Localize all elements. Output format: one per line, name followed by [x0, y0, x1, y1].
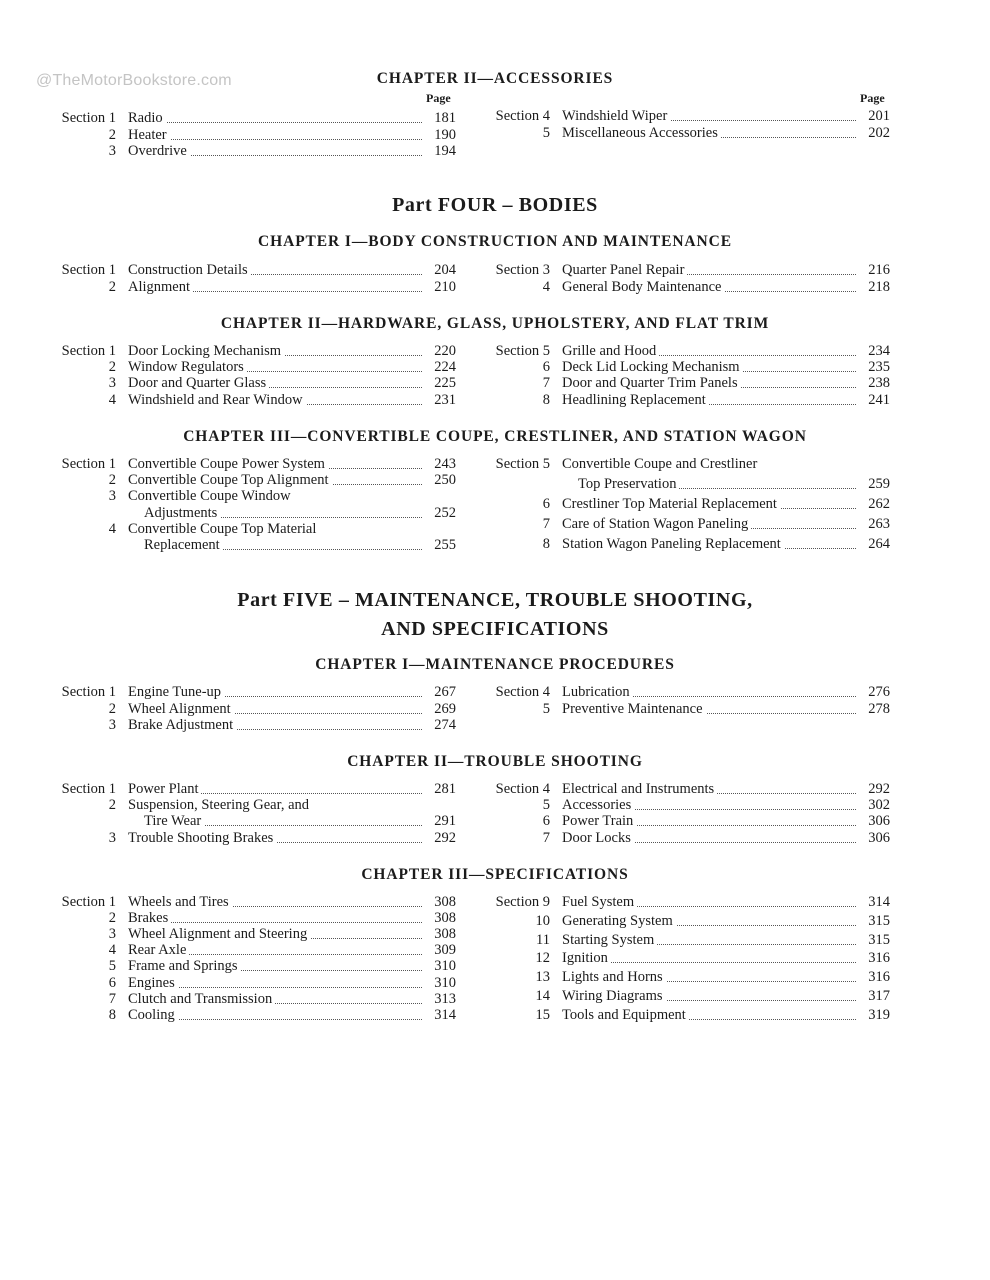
entry-title-text: Station Wagon Paneling Replacement: [562, 536, 784, 552]
entry-title: [562, 894, 637, 910]
page-number: 315: [868, 931, 890, 948]
entry-title-text: Door Locking Mechanism: [128, 343, 284, 359]
toc-entry[interactable]: [482, 701, 890, 717]
section-number: 4: [108, 520, 116, 537]
section-number: 13: [535, 969, 550, 986]
entry-title-text: Headlining Replacement: [562, 392, 709, 408]
page-number: 306: [868, 829, 890, 846]
section-number: Section 3: [495, 262, 550, 278]
part-five-title-line2: AND SPECIFICATIONS: [381, 618, 609, 640]
entry-title-text: Adjustments: [144, 505, 220, 521]
section-number: Section 5: [495, 343, 550, 359]
toc-entry[interactable]: [48, 991, 456, 1007]
section-number: Section 1: [61, 684, 116, 700]
section-number: 7: [108, 990, 116, 1007]
chapter-heading-hardware: CHAPTER II—HARDWARE, GLASS, UPHOLSTERY, AND FLAT TRIM: [220, 315, 770, 332]
page-number: 314: [868, 894, 890, 910]
section-number: 3: [108, 926, 116, 943]
entry-title: [128, 262, 251, 278]
toc-entry[interactable]: [482, 813, 890, 829]
page-number: 204: [434, 262, 456, 278]
toc-entry[interactable]: [482, 894, 890, 910]
section-number: 2: [108, 472, 116, 489]
entry-title: [128, 926, 310, 942]
section-number: Section 1: [61, 894, 116, 910]
toc-entry[interactable]: [482, 913, 890, 929]
toc-entry[interactable]: [482, 797, 890, 813]
entry-title-text: Lubrication: [562, 684, 633, 700]
entry-title: [128, 684, 224, 700]
entry-title: [562, 913, 676, 929]
entry-title-text: Wiring Diagrams: [562, 988, 666, 1004]
section-number: 12: [535, 950, 550, 967]
entry-title: [128, 456, 328, 472]
section-number: Section 4: [495, 781, 550, 797]
toc-entry[interactable]: [48, 684, 456, 700]
page-number: 235: [868, 359, 890, 376]
section-number: 8: [542, 391, 550, 408]
entry-title-text: Rear Axle: [128, 942, 189, 958]
toc-entry[interactable]: [482, 830, 890, 846]
section-number: 15: [535, 1006, 550, 1023]
toc-entry[interactable]: [48, 781, 456, 797]
entry-title: [562, 932, 657, 948]
entry-title: [562, 950, 611, 966]
section-number: 2: [108, 126, 116, 143]
entry-title: [144, 505, 220, 521]
entry-title-text: Accessories: [562, 797, 634, 813]
entry-title: [562, 536, 784, 552]
toc-entry-continuation[interactable]: [48, 813, 456, 829]
section-number: Section 1: [61, 110, 116, 126]
toc-entry[interactable]: [48, 942, 456, 958]
toc-entry[interactable]: [482, 496, 890, 512]
entry-title-text: Fuel System: [562, 894, 637, 910]
entry-title: [562, 797, 634, 813]
page-number: 252: [434, 504, 456, 521]
entry-title: [128, 781, 201, 797]
dot-leader: [128, 922, 422, 923]
toc-entry[interactable]: [48, 521, 456, 537]
entry-title-text: Convertible Coupe Power System: [128, 456, 328, 472]
entry-title: [128, 991, 275, 1007]
entry-title-text: Preventive Maintenance: [562, 701, 706, 717]
entry-title-text: Wheel Alignment: [128, 701, 234, 717]
entry-title: [128, 375, 269, 391]
toc-entry[interactable]: [482, 262, 890, 278]
entry-title: [562, 108, 670, 124]
entry-title-text: Heater: [128, 127, 170, 143]
toc-entry[interactable]: [48, 975, 456, 991]
entry-title: [562, 496, 780, 512]
entry-title: [562, 516, 751, 532]
toc-entry[interactable]: [48, 830, 456, 846]
page-number: 316: [868, 950, 890, 967]
section-number: Section 4: [495, 108, 550, 124]
page-number: 310: [434, 958, 456, 975]
entry-title-text: Tire Wear: [144, 813, 204, 829]
toc-entry[interactable]: [482, 684, 890, 700]
page-number: 267: [434, 684, 456, 700]
chapter-heading-convertible: CHAPTER III—CONVERTIBLE COUPE, CRESTLINER, AND STATION WAGON: [183, 428, 807, 445]
page-number: 291: [434, 813, 456, 830]
page-number: 194: [434, 143, 456, 159]
toc-entry-continuation[interactable]: [48, 537, 456, 553]
page-number: 225: [434, 375, 456, 392]
toc-entry[interactable]: [48, 456, 456, 472]
entry-title: [128, 279, 193, 295]
entry-title: [128, 894, 232, 910]
page-number: 218: [868, 278, 890, 295]
toc-entry[interactable]: [48, 910, 456, 926]
section-number: 3: [108, 143, 116, 159]
toc-entry[interactable]: [482, 969, 890, 985]
chapter-heading-body-construction: CHAPTER I—BODY CONSTRUCTION AND MAINTENANCE: [258, 233, 732, 250]
entry-title: [128, 958, 241, 974]
entry-title-text: Clutch and Transmission: [128, 991, 275, 1007]
section-number: 2: [108, 700, 116, 717]
page-number: 201: [868, 108, 890, 124]
section-number: 3: [108, 717, 116, 733]
entry-title-text: Starting System: [562, 932, 657, 948]
entry-title: [562, 684, 633, 700]
toc-entry[interactable]: [482, 343, 890, 359]
page-number: 181: [434, 110, 456, 126]
entry-title: [562, 456, 760, 472]
toc-entry[interactable]: [482, 392, 890, 408]
page-number: 241: [868, 391, 890, 408]
chapter-heading-specifications: CHAPTER III—SPECIFICATIONS: [361, 866, 629, 883]
section-number: 11: [536, 931, 550, 948]
toc-entry[interactable]: [48, 472, 456, 488]
toc-entry[interactable]: [482, 1007, 890, 1023]
entry-title: [562, 359, 743, 375]
toc-entry[interactable]: [48, 359, 456, 375]
toc-entry[interactable]: [48, 262, 456, 278]
page-number: 263: [868, 516, 890, 532]
entry-title: [562, 969, 666, 985]
section-number: 3: [108, 829, 116, 846]
dot-leader: [128, 122, 422, 123]
entry-title-text: Brakes: [128, 910, 171, 926]
entry-title: [562, 279, 724, 295]
toc-entry[interactable]: [48, 127, 456, 143]
entry-title-text: Suspension, Steering Gear, and: [128, 797, 312, 813]
toc-entry[interactable]: [482, 108, 890, 124]
section-number: Section 9: [495, 894, 550, 910]
entry-title: [128, 975, 178, 991]
entry-title: [128, 488, 294, 504]
toc-entry[interactable]: [48, 701, 456, 717]
section-number: 6: [542, 359, 550, 376]
page-number: 315: [868, 912, 890, 929]
page-number: 308: [434, 926, 456, 943]
page-number: 281: [434, 781, 456, 797]
page-number: 306: [868, 813, 890, 830]
toc-entry[interactable]: [48, 958, 456, 974]
section-number: 2: [108, 359, 116, 376]
toc-entry[interactable]: [48, 375, 456, 391]
toc-entry[interactable]: [482, 516, 890, 532]
section-number: Section 4: [495, 684, 550, 700]
entry-title-text: Lights and Horns: [562, 969, 666, 985]
entry-title-text: Alignment: [128, 279, 193, 295]
page-number: 264: [868, 536, 890, 552]
entry-title: [144, 813, 204, 829]
page-number: 210: [434, 278, 456, 295]
page-number: 314: [434, 1006, 456, 1023]
entry-title-text: Generating System: [562, 913, 676, 929]
entry-title-text: Convertible Coupe and Crestliner: [562, 456, 760, 472]
toc-entry[interactable]: [48, 143, 456, 159]
section-number: 2: [108, 278, 116, 295]
chapter-heading-trouble: CHAPTER II—TROUBLE SHOOTING: [347, 753, 643, 770]
entry-title-text: Deck Lid Locking Mechanism: [562, 359, 743, 375]
page-number: 319: [868, 1006, 890, 1023]
section-number: 14: [535, 988, 550, 1004]
toc-entry[interactable]: [48, 797, 456, 813]
toc-entry[interactable]: [48, 488, 456, 504]
entry-title: [562, 813, 636, 829]
entry-title-text: Wheel Alignment and Steering: [128, 926, 310, 942]
section-number: Section 1: [61, 781, 116, 797]
toc-entry-continuation[interactable]: [48, 505, 456, 521]
toc-entry[interactable]: [48, 926, 456, 942]
entry-title: [128, 1007, 178, 1023]
entry-title-text: Windshield Wiper: [562, 108, 670, 124]
entry-title-text: Windshield and Rear Window: [128, 392, 306, 408]
page-number: 313: [434, 990, 456, 1007]
entry-title-text: Replacement: [144, 537, 223, 553]
section-number: 3: [108, 375, 116, 392]
page-number: 269: [434, 700, 456, 717]
page-number: 259: [868, 476, 890, 492]
entry-title-text: Door and Quarter Glass: [128, 375, 269, 391]
entry-title-text: General Body Maintenance: [562, 279, 724, 295]
page-number: 224: [434, 359, 456, 376]
entry-title: [128, 392, 306, 408]
section-number: Section 1: [61, 343, 116, 359]
entry-title-text: Quarter Panel Repair: [562, 262, 687, 278]
section-number: 5: [542, 700, 550, 717]
entry-title: [562, 781, 717, 797]
entry-title-text: Top Preservation: [578, 476, 679, 492]
toc-entry[interactable]: [482, 359, 890, 375]
entry-title: [562, 343, 659, 359]
entry-title-text: Grille and Hood: [562, 343, 659, 359]
page-number: 255: [434, 537, 456, 553]
entry-title-text: Door Locks: [562, 830, 634, 846]
page-number: 250: [434, 472, 456, 489]
part-four-title: Part FOUR – BODIES: [392, 194, 598, 216]
entry-title: [128, 701, 234, 717]
toc-entry[interactable]: [48, 279, 456, 295]
page-number: 309: [434, 942, 456, 959]
page-number: 308: [434, 910, 456, 927]
entry-title: [128, 521, 319, 537]
section-number: 6: [542, 496, 550, 512]
entry-title-text: Electrical and Instruments: [562, 781, 717, 797]
entry-title-text: Frame and Springs: [128, 958, 241, 974]
toc-entry[interactable]: [48, 717, 456, 733]
entry-title-text: Convertible Coupe Top Material: [128, 521, 319, 537]
page-number: 190: [434, 126, 456, 143]
entry-title-text: Convertible Coupe Window: [128, 488, 294, 504]
entry-title-text: Convertible Coupe Top Alignment: [128, 472, 332, 488]
page-number: 308: [434, 894, 456, 910]
chapter-heading-maintenance: CHAPTER I—MAINTENANCE PROCEDURES: [315, 656, 675, 673]
page-number: 238: [868, 375, 890, 392]
entry-title: [562, 392, 709, 408]
page-number: 317: [868, 988, 890, 1004]
toc-entry[interactable]: [482, 279, 890, 295]
page-number: 292: [434, 829, 456, 846]
page-column-header-right: Page: [860, 91, 885, 105]
entry-title-text: Trouble Shooting Brakes: [128, 830, 276, 846]
entry-title: [128, 127, 170, 143]
section-number: 8: [108, 1006, 116, 1023]
section-number: 8: [542, 536, 550, 552]
section-number: 5: [108, 958, 116, 975]
page-number: 231: [434, 391, 456, 408]
section-number: 4: [108, 391, 116, 408]
entry-title-text: Miscellaneous Accessories: [562, 125, 721, 141]
page-number: 262: [868, 496, 890, 512]
page-number: 278: [868, 700, 890, 717]
section-number: 7: [542, 829, 550, 846]
page-number: 310: [434, 974, 456, 991]
entry-title-text: Radio: [128, 110, 166, 126]
entry-title: [128, 717, 236, 733]
entry-title-text: Cooling: [128, 1007, 178, 1023]
section-number: Section 5: [495, 456, 550, 472]
page-number: 202: [868, 124, 890, 141]
entry-title: [562, 375, 741, 391]
entry-title-text: Window Regulators: [128, 359, 247, 375]
section-number: 4: [542, 278, 550, 295]
page-number: 316: [868, 969, 890, 986]
page-number: 292: [868, 781, 890, 797]
toc-entry[interactable]: [48, 894, 456, 910]
entry-title: [128, 797, 312, 813]
entry-title-text: Door and Quarter Trim Panels: [562, 375, 741, 391]
toc-entry[interactable]: [48, 343, 456, 359]
entry-title-text: Construction Details: [128, 262, 251, 278]
entry-title: [128, 143, 190, 159]
section-number: 5: [542, 797, 550, 814]
entry-title-text: Brake Adjustment: [128, 717, 236, 733]
toc-entry[interactable]: [48, 110, 456, 126]
toc-entry[interactable]: [482, 375, 890, 391]
page-number: 302: [868, 797, 890, 814]
entry-title: [128, 359, 247, 375]
section-number: 5: [542, 124, 550, 141]
entry-title: [562, 988, 666, 1004]
toc-entry[interactable]: [482, 456, 890, 472]
section-number: 7: [542, 375, 550, 392]
entry-title: [128, 910, 171, 926]
entry-title-text: Tools and Equipment: [562, 1007, 689, 1023]
entry-title: [144, 537, 223, 553]
dot-leader: [128, 139, 422, 140]
section-number: 6: [108, 974, 116, 991]
entry-title-text: Power Train: [562, 813, 636, 829]
toc-entry[interactable]: [48, 392, 456, 408]
toc-entry[interactable]: [482, 781, 890, 797]
toc-entry[interactable]: [482, 932, 890, 948]
page-number: 276: [868, 684, 890, 700]
entry-title: [128, 110, 166, 126]
entry-title-text: Care of Station Wagon Paneling: [562, 516, 751, 532]
section-number: 6: [542, 813, 550, 830]
entry-title: [578, 476, 679, 492]
entry-title-text: Crestliner Top Material Replacement: [562, 496, 780, 512]
entry-title: [562, 830, 634, 846]
section-number: 2: [108, 910, 116, 927]
section-number: 3: [108, 488, 116, 505]
entry-title: [562, 1007, 689, 1023]
section-number: 10: [535, 912, 550, 929]
section-number: 7: [542, 516, 550, 532]
page-number: 216: [868, 262, 890, 278]
watermark: @TheMotorBookstore.com: [36, 72, 232, 89]
section-number: Section 1: [61, 262, 116, 278]
section-number: 2: [108, 797, 116, 814]
entry-title-text: Ignition: [562, 950, 611, 966]
toc-entry[interactable]: [48, 1007, 456, 1023]
entry-title: [128, 343, 284, 359]
entry-title-text: Overdrive: [128, 143, 190, 159]
toc-entry[interactable]: [482, 950, 890, 966]
entry-title-text: Power Plant: [128, 781, 201, 797]
entry-title-text: Wheels and Tires: [128, 894, 232, 910]
chapter-heading-accessories: CHAPTER II—ACCESSORIES: [376, 70, 614, 87]
toc-entry[interactable]: [482, 536, 890, 552]
page-column-header-left: Page: [426, 91, 451, 105]
entry-title: [128, 830, 276, 846]
page-number: 234: [868, 343, 890, 359]
entry-title-text: Engine Tune-up: [128, 684, 224, 700]
toc-entry[interactable]: [482, 125, 890, 141]
part-five-title-line1: Part FIVE – MAINTENANCE, TROUBLE SHOOTING,: [237, 589, 753, 611]
toc-entry-continuation[interactable]: [482, 476, 890, 492]
entry-title: [128, 942, 189, 958]
entry-title: [562, 701, 706, 717]
entry-title: [562, 262, 687, 278]
toc-entry[interactable]: [482, 988, 890, 1004]
page-number: 220: [434, 343, 456, 359]
page-number: 243: [434, 456, 456, 472]
entry-title: [562, 125, 721, 141]
page-number: 274: [434, 717, 456, 733]
section-number: Section 1: [61, 456, 116, 472]
entry-title-text: Engines: [128, 975, 178, 991]
entry-title: [128, 472, 332, 488]
section-number: 4: [108, 942, 116, 959]
